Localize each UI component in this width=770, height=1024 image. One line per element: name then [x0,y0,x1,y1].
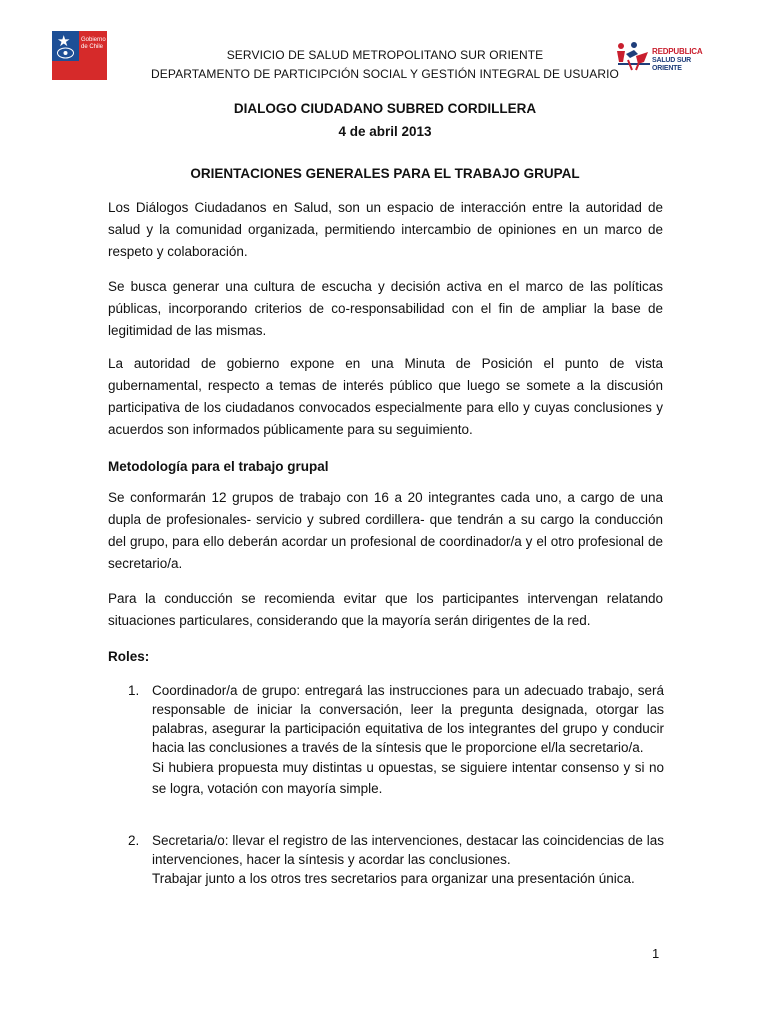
role-secretary-text: Secretaria/o: llevar el registro de las intervenciones, destacar las coincidencias de las intervenciones, hacer la síntesis y acordar las conclusiones. [152,833,664,867]
logo-text: Gobierno de Chile [81,37,106,50]
red-publica-logo [614,40,716,72]
list-item-number: 2. [128,833,140,848]
role-secretary-extra: Trabajar junto a los otros tres secretarios para organizar una presentación única. [152,871,635,886]
gobierno-de-chile-logo [52,31,107,80]
list-item-number: 1. [128,683,140,698]
paragraph-intro-2: Se busca generar una cultura de escucha y decisión activa en el marco de las políticas públicas, incorporando criterios de co-responsabilidad con el fin de ampliar la base de legitimidad de las mismas. [108,279,663,338]
coat-of-arms-icon [56,47,75,59]
paragraph-intro-3: La autoridad de gobierno expone en una Minuta de Posición el punto de vista gubernamental, respecto a temas de interés público que luego se somete a la discusión participativa de los ciudadanos convocados especialmente para ello y cuyas conclusiones y acuerdos son informados públicamente para su seguimiento. [108,356,663,437]
header-organization: SERVICIO DE SALUD METROPOLITANO SUR ORIENTE [226,48,544,62]
paragraph-intro-1: Los Diálogos Ciudadanos en Salud, son un espacio de interacción entre la autoridad de salud y la comunidad organizada, permitiendo intercambio de opiniones en un marco de respeto y colaboración. [108,200,663,259]
roles-heading: Roles: [108,649,150,664]
logo-salud-sur-oriente-text: SALUD SUR ORIENTE [652,57,692,72]
paragraph-methodology-1: Se conformarán 12 grupos de trabajo con 16 a 20 integrantes cada uno, a cargo de una dupla de profesionales- servicio y subred cordillera- que tendrán a su cargo la conducción del grupo, para ello deberán acordar un profesional de coordinador/a y el otro profesional de secretario/a. [108,490,663,571]
section-title: ORIENTACIONES GENERALES PARA EL TRABAJO GRUPAL [190,166,580,181]
document-title: DIALOGO CIUDADANO SUBRED CORDILLERA [233,101,537,116]
role-coordinator-extra: Si hubiera propuesta muy distintas u opuestas, se siguiere intentar consenso y si no se logra, votación con mayoría simple. [152,760,664,796]
header-department: DEPARTAMENTO DE PARTICIPCIÓN SOCIAL Y GESTIÓN INTEGRAL DE USUARIO [151,67,619,81]
paragraph-methodology-2: Para la conducción se recomienda evitar que los participantes intervengan relatando situaciones particulares, considerando que la mayoría serán dirigentes de la red. [108,591,663,628]
logo-red-publica-text: REDPUBLICA [652,47,703,56]
document-date: 4 de abril 2013 [338,124,432,139]
star-icon: ★ [57,33,71,50]
list-item-body [152,681,664,799]
page-number: 1 [652,946,660,961]
role-coordinator-text: Coordinador/a de grupo: entregará las instrucciones para un adecuado trabajo, será responsable de iniciar la conversación, leer la pregunta designada, otorgar las palabras, asegurar la participación equitativa de los integrantes del grupo y conducir hacia las conclusiones a través de la síntesis que le proporcione el/la secretario/a. [152,683,664,755]
people-figures-icon [614,40,652,72]
methodology-heading: Metodología para el trabajo grupal [108,459,329,474]
list-item-body [152,831,664,888]
